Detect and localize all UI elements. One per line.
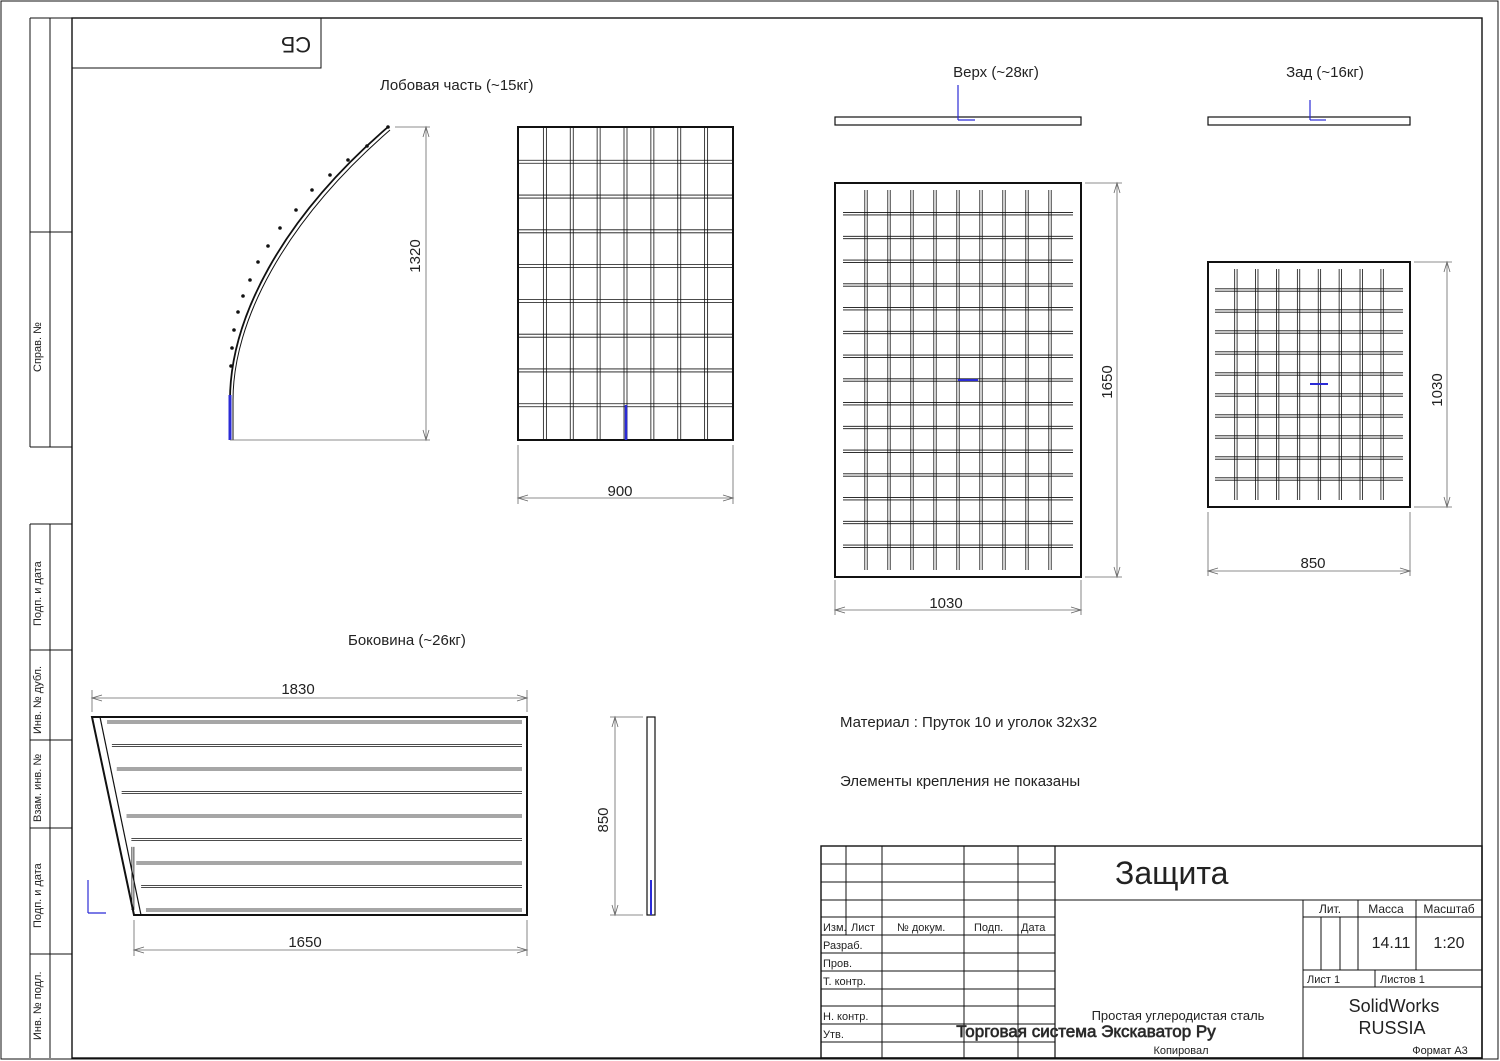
tb-role-nkontr: Н. контр. <box>823 1011 869 1023</box>
side-dim-top: 1830 <box>281 681 315 698</box>
tb-role-razrab: Разраб. <box>823 940 863 952</box>
tb-name: Защита <box>1115 855 1229 891</box>
back-dim-height: 1030 <box>1429 373 1446 407</box>
tb-col-dokum: № докум. <box>897 922 946 934</box>
tb-mass-label: Масса <box>1368 902 1404 916</box>
tb-role-utv: Утв. <box>823 1029 844 1041</box>
front-dim-width: 900 <box>607 483 633 500</box>
strip-podp-data-1: Подп. и дата <box>32 561 44 626</box>
watermark-footer: Торговая система Экскаватор Ру <box>956 1022 1216 1041</box>
top-thin-profile <box>835 85 1081 125</box>
side-edge-profile <box>610 717 655 915</box>
front-profile <box>229 125 430 440</box>
tb-role-prov: Пров. <box>823 958 853 970</box>
tb-sheet: Лист 1 <box>1307 974 1341 986</box>
side-title: Боковина (~26кг) <box>348 632 466 649</box>
strip-sprav: Справ. № <box>32 322 44 372</box>
top-dim-height: 1650 <box>1099 365 1116 399</box>
top-grid <box>835 183 1122 615</box>
front-grid <box>518 127 733 504</box>
strip-vzam-inv: Взам. инв. № <box>32 753 44 822</box>
side-strip <box>30 18 72 1058</box>
strip-inv-dubl: Инв. № дубл. <box>32 665 44 734</box>
tb-sheets: Листов 1 <box>1380 974 1425 986</box>
tb-lit-label: Лит. <box>1318 902 1342 916</box>
tb-format: Формат A3 <box>1412 1045 1468 1057</box>
tb-col-podp: Подп. <box>974 922 1004 934</box>
stamp-box <box>72 18 321 68</box>
back-thin-profile <box>1208 100 1410 125</box>
back-dim-width: 850 <box>1300 555 1326 572</box>
tb-col-list: Лист <box>851 922 875 934</box>
top-title: Верх (~28кг) <box>953 64 1039 81</box>
back-grid <box>1208 262 1452 576</box>
tb-scale-label: Масштаб <box>1423 902 1475 916</box>
strip-podp-data-2: Подп. и дата <box>32 863 44 928</box>
inner-frame <box>72 18 1482 1058</box>
tb-role-tkontr: Т. контр. <box>823 976 866 988</box>
tb-material: Простая углеродистая сталь <box>1091 1008 1265 1023</box>
tb-mass-value: 14.11 <box>1371 935 1411 952</box>
tb-col-data: Дата <box>1021 922 1046 934</box>
tb-company-1: SolidWorks <box>1348 996 1440 1016</box>
side-dim-bottom: 1650 <box>288 934 322 951</box>
stamp-code: СБ <box>280 32 312 58</box>
strip-inv-podl: Инв. № подл. <box>32 971 44 1040</box>
front-dim-height: 1320 <box>407 239 424 273</box>
note-fasteners: Элементы крепления не показаны <box>840 773 1081 790</box>
tb-company-2: RUSSIA <box>1358 1018 1426 1038</box>
back-title: Зад (~16кг) <box>1286 64 1364 81</box>
top-dim-width: 1030 <box>929 595 963 612</box>
front-title: Лобовая часть (~15кг) <box>380 77 534 94</box>
note-material: Материал : Пруток 10 и уголок 32х32 <box>840 714 1098 731</box>
side-dim-height: 850 <box>595 807 612 833</box>
tb-col-izm: Изм. <box>823 922 847 934</box>
tb-copied: Копировал <box>1153 1045 1209 1057</box>
side-grid <box>88 690 527 956</box>
tb-scale-value: 1:20 <box>1433 935 1465 952</box>
